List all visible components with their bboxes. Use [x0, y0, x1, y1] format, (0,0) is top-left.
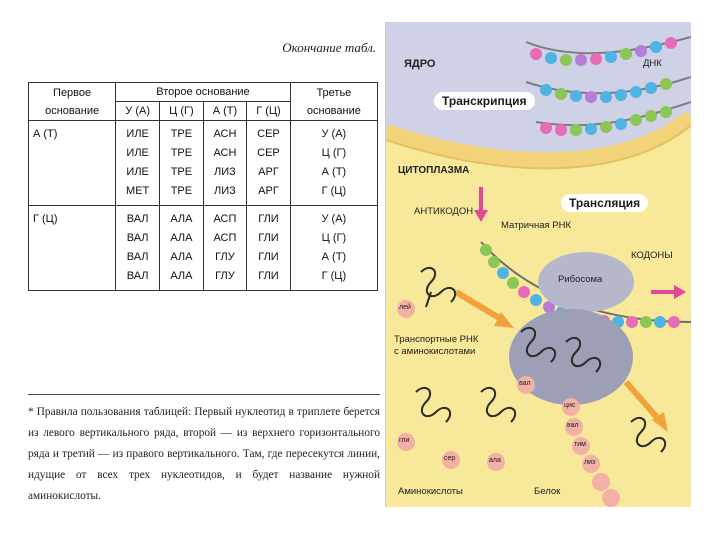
first-base-header: Первое основание — [29, 83, 116, 121]
ribosome-label: Рибосома — [558, 274, 603, 285]
amino-bead-label: вал — [519, 380, 531, 387]
amino-bead-label: ала — [489, 457, 501, 464]
dna-label: ДНК — [643, 58, 662, 69]
mrna-label: Матричная РНК — [501, 220, 572, 231]
trna-label-2: с аминокислотами — [394, 346, 476, 357]
second-base-header: Второе основание — [116, 83, 291, 102]
amino-bead-label: гли — [399, 437, 410, 444]
third-base-header: Третье основание — [290, 83, 377, 121]
amino-cell: СЕР СЕР АРГ АРГ — [247, 121, 291, 206]
protein-label: Белок — [534, 486, 561, 497]
codon-table-panel — [20, 30, 380, 510]
diagram-artwork — [386, 22, 691, 507]
amino-bead-label: лей — [399, 304, 411, 311]
table-row — [29, 121, 378, 206]
amino-cell: ГЛИ ГЛИ ГЛИ ГЛИ — [247, 206, 291, 291]
first-base-cell: Г (Ц) — [29, 206, 116, 291]
column-header: Г (Ц) — [247, 102, 291, 121]
column-header: Ц (Г) — [160, 102, 204, 121]
amino-acids-label: Аминокислоты — [398, 486, 463, 497]
nucleus-label: ЯДРО — [404, 58, 436, 70]
amino-bead-label: тим — [574, 441, 586, 448]
amino-cell: АСН АСН ЛИЗ ЛИЗ — [203, 121, 247, 206]
amino-cell: АЛА АЛА АЛА АЛА — [160, 206, 204, 291]
first-base-cell: А (Т) — [29, 121, 116, 206]
codon-table — [28, 82, 378, 291]
amino-cell: ИЛЕ ИЛЕ ИЛЕ МЕТ — [116, 121, 160, 206]
protein-synthesis-diagram — [385, 22, 691, 507]
amino-cell: ВАЛ ВАЛ ВАЛ ВАЛ — [116, 206, 160, 291]
transcription-label: Транскрипция — [434, 92, 535, 110]
column-header: У (А) — [116, 102, 160, 121]
anticodon-label: АНТИКОДОН — [414, 206, 474, 217]
amino-bead-label: лиз — [584, 459, 596, 466]
table-row — [29, 206, 378, 291]
translation-label: Трансляция — [561, 194, 648, 212]
column-header: А (Т) — [203, 102, 247, 121]
codons-label: КОДОНЫ — [631, 250, 673, 261]
table-caption: Окончание табл. — [282, 40, 376, 55]
trna-label: Транспортные РНК — [394, 334, 479, 345]
cytoplasm-label: ЦИТОПЛАЗМА — [398, 165, 470, 176]
amino-cell: АСП АСП ГЛУ ГЛУ — [203, 206, 247, 291]
table-footnote: * Правила пользования таблицей: Первый нуклеотид в триплете берется из левого вертикального ряда, второй — из верхнего горизонтального ряда и третий — из правого вертикального. Там, где пересекутся линии, идущие от всех трех нуклеотидов, и будет название нужной аминокислоты. — [28, 406, 380, 502]
amino-bead-label: цис — [564, 402, 576, 409]
third-base-cell: У (А) Ц (Г) А (Т) Г (Ц) — [290, 206, 377, 291]
amino-cell: ТРЕ ТРЕ ТРЕ ТРЕ — [160, 121, 204, 206]
footnote-divider — [28, 394, 380, 395]
third-base-cell: У (А) Ц (Г) А (Т) Г (Ц) — [290, 121, 377, 206]
amino-bead-label: сер — [444, 455, 456, 462]
amino-bead-label: вал — [567, 422, 579, 429]
